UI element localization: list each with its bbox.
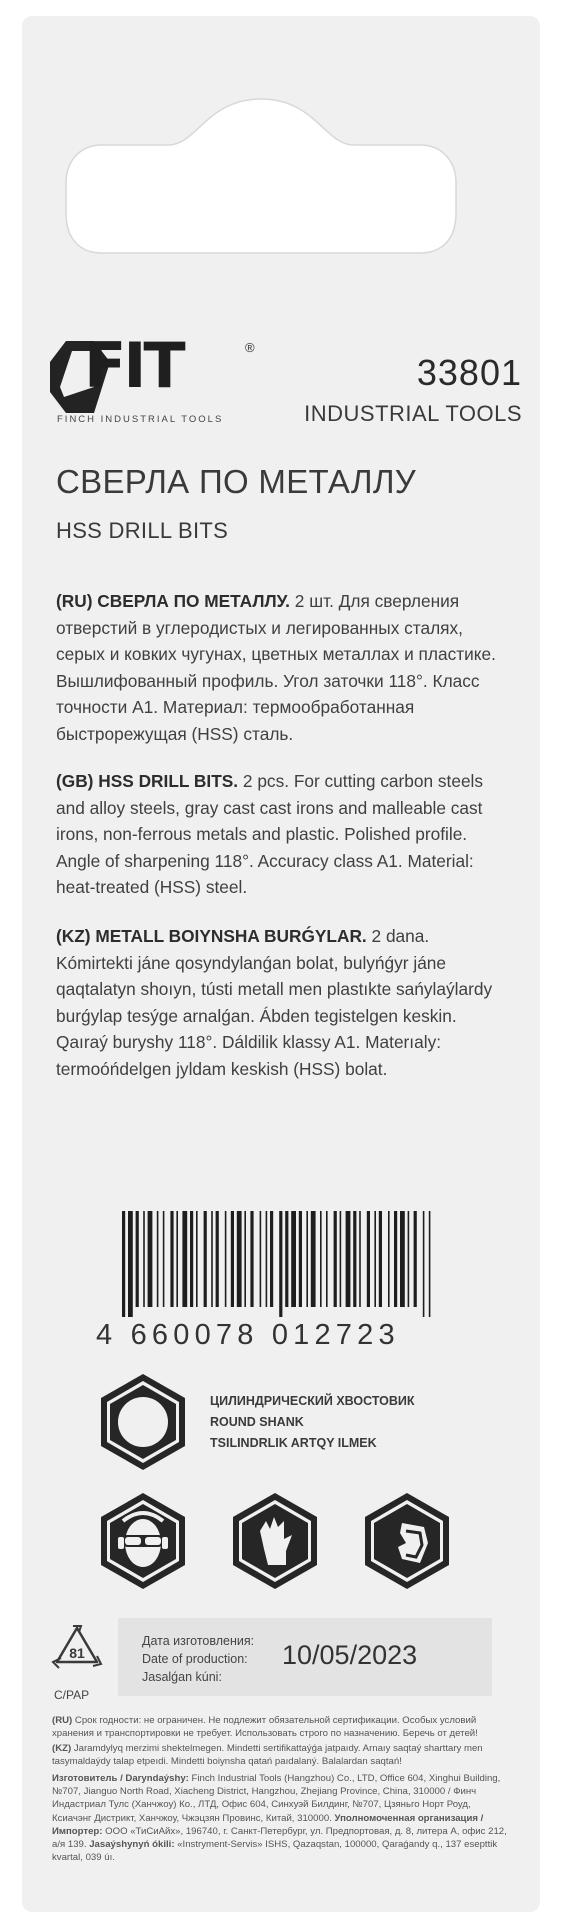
barcode-bar <box>367 1211 370 1307</box>
description-ru-heading: (RU) СВЕРЛА ПО МЕТАЛЛУ. <box>56 591 290 611</box>
production-date-value: 10/05/2023 <box>282 1640 418 1670</box>
barcode-bar <box>270 1211 273 1307</box>
fine-print-ru-text: Срок годности: не ограничен. Не подлежит обязательной сертификации. Особых условий хранения и транспортировки не требует. Использовать строго по назначению. Беречь от детей! <box>52 1715 478 1740</box>
shank-label-kz: TSILINDRLIK ARTQY ILMEK <box>210 1436 377 1450</box>
barcode-bar <box>423 1211 425 1317</box>
barcode-bar <box>225 1211 227 1307</box>
barcode <box>120 1211 435 1317</box>
fine-print-kz-text: Jaramdylyq merzimi shektelmegen. Mindetti sertifikattaýǵa jatpaıdy. Arnaıy saqtaý sharttary men tasymaldaýdy talap etpeıdi. Mindetti boiynsha qatań paıdalaný. Balalardan saqtań! <box>52 1743 483 1768</box>
barcode-bar <box>279 1211 282 1317</box>
barcode-bar <box>211 1211 213 1307</box>
barcode-bar <box>311 1211 316 1307</box>
barcode-bar <box>340 1211 342 1307</box>
description-kz-body: 2 dana. Kómirtekti jáne qosyndylanǵan bolat, bulyńǵyr jáne qaqtalatyn shoıyn, tústi metall men plastıkte sańylaýlardy burǵylap tesýge arnalǵan. Ábden tegistelgen keskin. Qaıraý buryshy 118°. Dáldilik klassy A1. Materıaly: termoóńdelgen jyldam keskish (HSS) bolat. <box>56 926 493 1079</box>
brand-subtitle: FINCH INDUSTRIAL TOOLS <box>57 414 224 425</box>
barcode-bar <box>182 1211 187 1307</box>
date-label-kz: Jasalǵan kúni: <box>142 1670 222 1684</box>
barcode-bar <box>326 1211 328 1307</box>
barcode-bar <box>353 1211 356 1307</box>
barcode-bar <box>148 1211 153 1307</box>
barcode-bar <box>408 1211 410 1307</box>
barcode-bar <box>429 1211 431 1317</box>
barcode-bar <box>237 1211 242 1307</box>
barcode-bar <box>260 1211 262 1307</box>
description-ru-body: 2 шт. Для сверления отверстий в углеродистых и легированных сталях, серых и ковких чугунах, цветных металлах и пластике. Вышлифованный профиль. Угол заточки 118°. Класс точности А1. Материал: термообработанная быстрорежущая (HSS) сталь. <box>56 591 496 744</box>
barcode-bar <box>291 1211 296 1307</box>
date-label-en: Date of production: <box>142 1652 248 1666</box>
barcode-bar <box>299 1211 302 1307</box>
description-gb-heading: (GB) HSS DRILL BITS. <box>56 771 239 791</box>
fine-print-maker-text: Finch Industrial Tools (Hangzhou) Co., LTD, Office 604, Xinghui Building, №707, Jianguo North Road, Xiacheng District, Hangzhou, Zhejiang Province, China, 310000 / Финч Индастриал Тулс (Ханчжоу) Ко., ЛТД, Офис 604, Синхуэй Билдинг, №707, Цзяньго Норт Роуд, Ксиачэнг Дистрикт, Ханчжоу, Чжэцзян Провинс, Китай, 310000. <box>52 1773 501 1824</box>
description-kz-heading: (KZ) METALL BOIYNSHA BURǴYLAR. <box>56 926 367 946</box>
barcode-bar <box>231 1211 234 1307</box>
hang-hole <box>62 93 460 256</box>
fine-print-kz <box>52 1742 510 1768</box>
barcode-bar <box>306 1211 308 1307</box>
production-date-labels <box>142 1632 254 1686</box>
barcode-bar <box>216 1211 219 1307</box>
barcode-bar <box>136 1211 139 1307</box>
date-label-ru: Дата изготовления: <box>142 1634 255 1648</box>
barcode-bar <box>414 1211 417 1307</box>
barcode-bar <box>157 1211 159 1307</box>
protective-glove-icon <box>230 1491 320 1591</box>
round-shank-icon <box>98 1372 188 1472</box>
registered-mark: ® <box>245 340 255 355</box>
barcode-bar <box>334 1211 337 1307</box>
barcode-bar <box>128 1211 133 1317</box>
barcode-bar <box>143 1211 145 1307</box>
barcode-bar <box>266 1211 268 1307</box>
barcode-bar <box>163 1211 165 1307</box>
barcode-bar <box>250 1211 253 1307</box>
fine-print-org-heading: Уполномоченная организация / Импортер: <box>52 1812 484 1837</box>
fine-print-maker <box>52 1772 510 1864</box>
barcode-digits: 4 660078 012723 <box>96 1319 400 1351</box>
fine-print-kz-org-text: «Instryment-Servis» ISHS, Qazaqstan, 100000, Qaraǵandy q., 137 esepttik kvartal, 039 úı. <box>52 1839 498 1864</box>
recycle-icon <box>49 1622 105 1684</box>
barcode-bar <box>346 1211 351 1307</box>
fine-print-ru <box>52 1714 510 1740</box>
fine-print-maker-heading: Изготовитель / Daryndaýshy: <box>52 1773 189 1784</box>
recycle-number: 81 <box>69 1645 85 1661</box>
barcode-bar <box>359 1211 361 1307</box>
barcode-bar <box>320 1211 322 1307</box>
description-gb <box>56 768 496 901</box>
mask-icon <box>362 1491 452 1591</box>
barcode-bar <box>400 1211 405 1307</box>
fine-print-ru-heading: (RU) <box>52 1715 73 1726</box>
description-kz <box>56 923 496 1083</box>
barcode-bar <box>388 1211 390 1307</box>
category-label: INDUSTRIAL TOOLS <box>304 401 522 426</box>
shank-label-en: ROUND SHANK <box>210 1415 304 1429</box>
brand-logo-text: FIT <box>84 329 183 402</box>
barcode-bar <box>176 1211 178 1307</box>
barcode-bar <box>285 1211 288 1307</box>
fine-print-kz-heading: (KZ) <box>52 1743 72 1754</box>
description-gb-body: 2 pcs. For cutting carbon steels and alloy steels, gray cast cast irons and malleable cast irons, non-ferrous metals and plastic. Polished profile. Angle of sharpening 118°. Accuracy class A1. Material: heat-treated (HSS) steel. <box>56 771 484 898</box>
product-title-ru: СВЕРЛА ПО МЕТАЛЛУ <box>56 463 417 500</box>
barcode-bar <box>244 1211 246 1307</box>
barcode-bar <box>170 1211 173 1307</box>
barcode-bar <box>379 1211 382 1307</box>
shank-labels <box>210 1391 415 1454</box>
description-ru <box>56 588 496 748</box>
barcode-bar <box>204 1211 207 1307</box>
barcode-bar <box>196 1211 198 1307</box>
recycle-code: C/PAP <box>54 1688 90 1702</box>
article-number: 33801 <box>416 352 522 393</box>
barcode-bar <box>394 1211 397 1307</box>
goggles-and-ear-protection-icon <box>98 1491 188 1591</box>
barcode-bar <box>374 1211 376 1307</box>
fine-print-org-text: ООО «ТиСиАйх», 196740, г. Санкт-Петербург, ул. Предпортовая, д. 8, литера А, офис 212, а/я 139. <box>52 1825 507 1851</box>
fine-print-kz-org-heading: Jasaýshynyń ókili: <box>89 1839 175 1851</box>
product-title-en: HSS DRILL BITS <box>56 518 229 543</box>
shank-label-ru: ЦИЛИНДРИЧЕСКИЙ ХВОСТОВИК <box>210 1394 415 1408</box>
barcode-bar <box>190 1211 193 1307</box>
barcode-bar <box>122 1211 125 1317</box>
